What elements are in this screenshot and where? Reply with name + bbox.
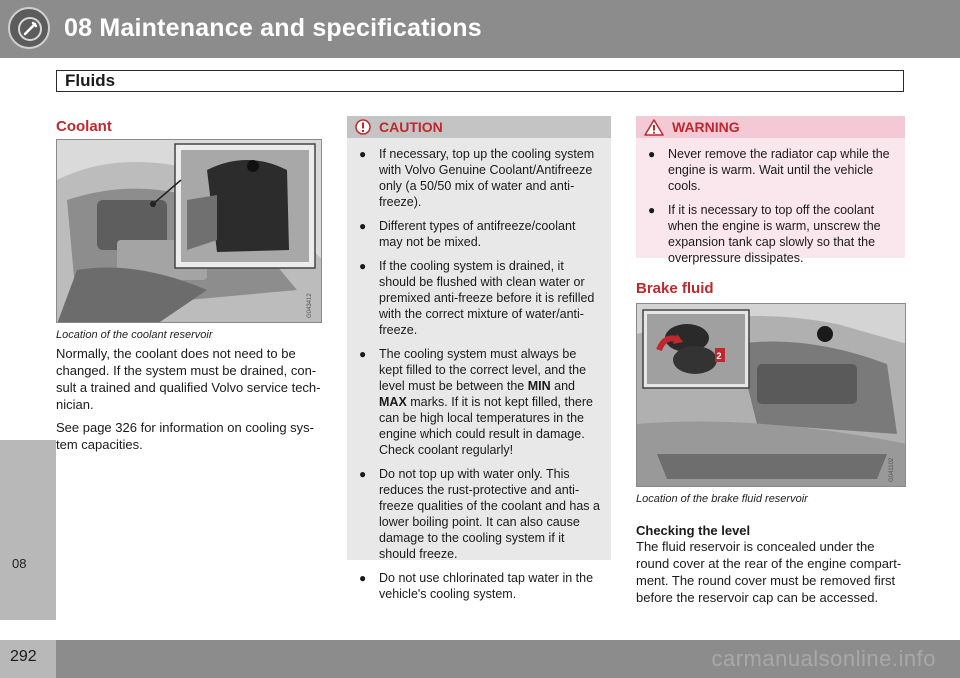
section-title: Fluids [65, 71, 116, 90]
warning-header [636, 116, 905, 138]
caution-label: CAUTION [379, 119, 443, 135]
caution-item: ● Different types of antifreeze/coolant may not be mixed. [359, 219, 576, 249]
brake-fluid-caption: Location of the brake fluid reservoir [636, 493, 808, 505]
warning-item: ● If it is necessary to top off the coolant when the engine is warm, unscrew the expansion tank cap slowly so that the overpressure dissipates. [648, 203, 881, 265]
brake-fluid-paragraph: The fluid reservoir is concealed under the round cover at the rear of the engine compart-ment. The round cover must be removed first before the reservoir cap can be accessed. [636, 539, 902, 605]
chapter-title: 08 Maintenance and specifications [64, 14, 482, 42]
coolant-paragraph-1: Normally, the coolant does not need to be changed. If the system must be drained, con-sult a trained and qualified Volvo service tech-nician. [56, 346, 321, 412]
warning-triangle-icon [644, 119, 664, 141]
caution-item: ● The cooling system must always be kept filled to the correct level, and the level must be between the MIN and MAX marks. If it is not kept filled, there can be high local temperatures in the engine which could result in damage. Check coolant regularly! [359, 347, 593, 457]
caution-item: ● If necessary, top up the cooling system with Volvo Genuine Coolant/Antifreeze only (a 50/50 mix of water and anti-freeze). [359, 147, 595, 209]
chapter-tab [0, 440, 56, 620]
watermark: carmanualsonline.info [711, 646, 936, 671]
caution-header [347, 116, 611, 138]
warning-list [636, 138, 905, 266]
caution-item: ● If the cooling system is drained, it should be flushed with clean water or premixed anti-freeze before it is refilled with the correct mixture of water/anti-freeze. [359, 259, 595, 337]
coolant-engine-image [57, 140, 322, 323]
caution-box [347, 116, 611, 601]
coolant-caption: Location of the coolant reservoir [56, 329, 213, 341]
brake-figure-code: G041102 [889, 457, 895, 482]
warning-label: WARNING [672, 119, 740, 135]
coolant-figure-code: G043412 [307, 293, 313, 318]
maintenance-wrench-icon [8, 7, 50, 49]
caution-item: ● Do not use chlorinated tap water in the vehicle's cooling system. [359, 571, 594, 601]
caution-item: ● Do not top up with water only. This reduces the rust-protective and anti-freeze qualities of the coolant and has a lower boiling point. It can also cause damage to the cooling system if it should freeze. [359, 467, 600, 561]
svg-text:2: 2 [716, 351, 722, 361]
brake-fluid-section [636, 280, 906, 606]
coolant-paragraph-2: See page 326 for information on cooling sys-tem capacities. [56, 420, 314, 452]
caution-exclamation-icon [355, 119, 371, 140]
warning-item: ● Never remove the radiator cap while the engine is warm. Wait until the vehicle cools. [648, 147, 890, 193]
coolant-figure [56, 139, 322, 323]
coolant-section [56, 118, 322, 453]
brake-fluid-subheading: Checking the level [636, 523, 751, 538]
brake-engine-image [637, 304, 906, 487]
coolant-heading: Coolant [56, 118, 112, 135]
brake-fluid-figure [636, 303, 906, 487]
chapter-tab-label: 08 [12, 556, 27, 571]
warning-box [636, 116, 905, 265]
brake-fluid-heading: Brake fluid [636, 280, 714, 297]
section-bar [56, 70, 904, 92]
caution-list [347, 138, 611, 602]
page-number: 292 [10, 648, 37, 665]
